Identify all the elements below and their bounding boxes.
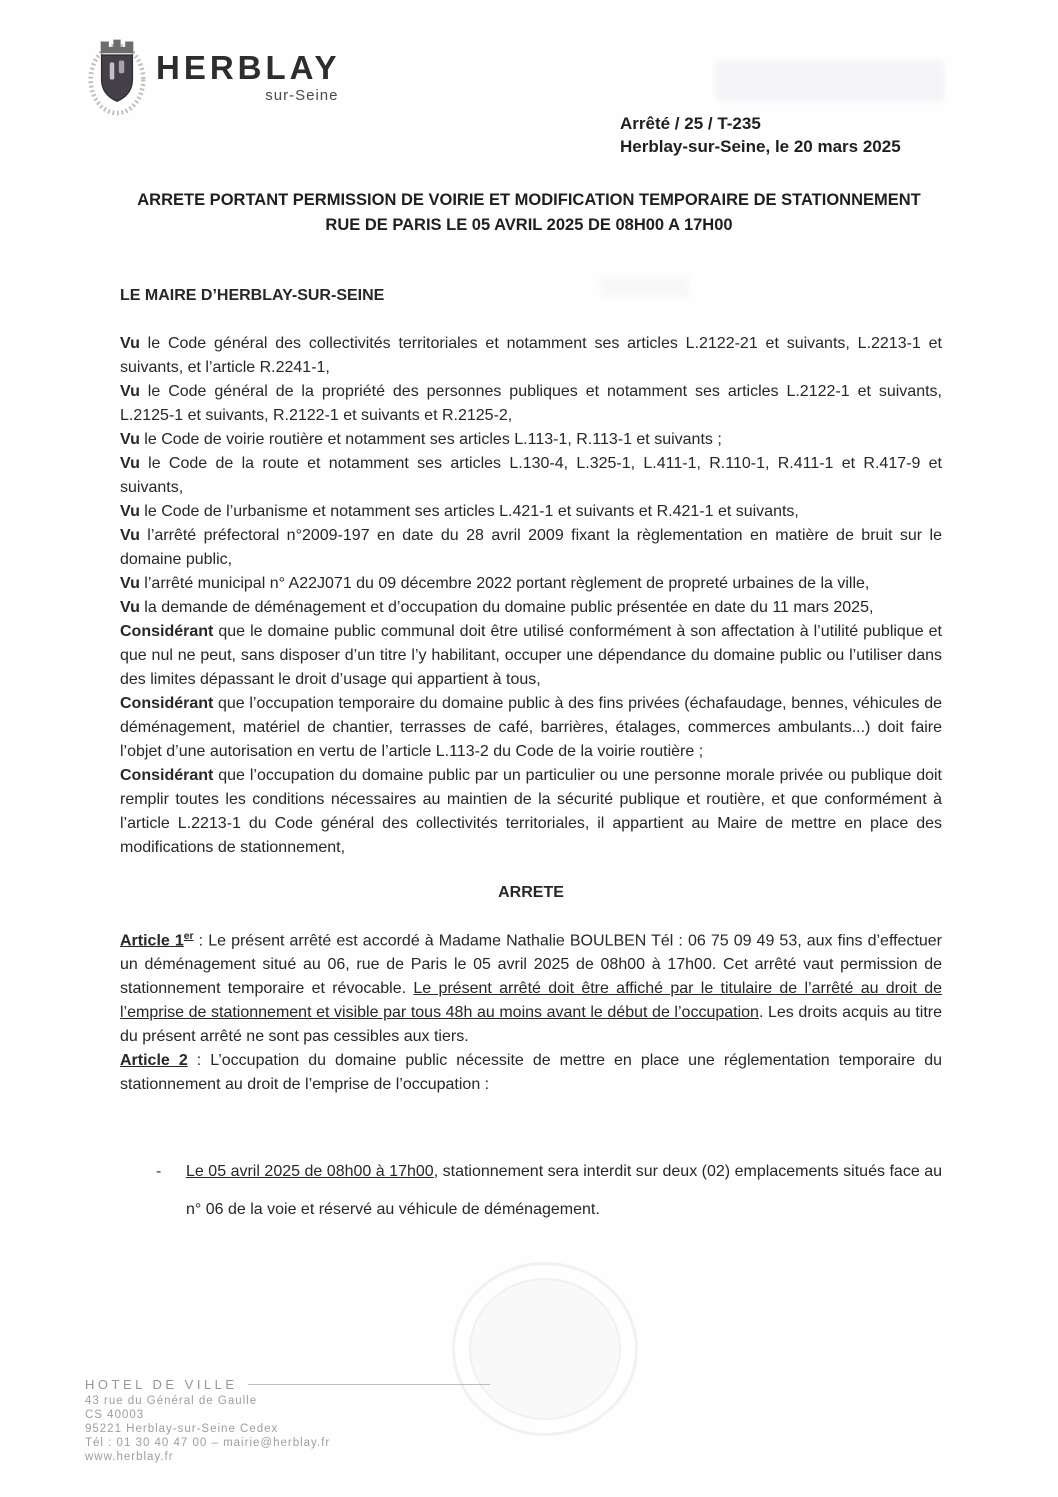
article-2: Article 2 : L’occupation du domaine public nécessite de mettre en place une réglementation temporaire du stationnement au droit de l’emprise de l’occupation : (120, 1052, 942, 1094)
recital-4: Vu le Code de la route et notamment ses articles L.130-4, L.325-1, L.411-1, R.110-1, R.411-1 et R.417-9 et suivants, (120, 455, 942, 496)
footer-hotel-de-ville: HOTEL DE VILLE (85, 1377, 238, 1392)
recital-3: Vu le Code de voirie routière et notamment ses articles L.113-1, R.113-1 et suivants ; (120, 431, 722, 448)
footer-rule (248, 1384, 490, 1385)
salutation: LE MAIRE D’HERBLAY-SUR-SEINE (120, 287, 385, 304)
scan-artifact (715, 60, 945, 102)
recital-7: Vu l’arrêté municipal n° A22J071 du 09 décembre 2022 portant règlement de propreté urbaines de la ville, (120, 575, 870, 592)
decree-heading: ARRETE (498, 884, 564, 901)
article-1: Article 1er : Le présent arrêté est accordé à Madame Nathalie BOULBEN Tél : 06 75 09 49 53, aux fins d’effectuer un déménagement situé au 06, rue de Paris le 05 avril 2025 de 08h00 à 17h00. Cet arrêté vaut permission de stationnement temporaire et révocable. Le présent arrêté doit être affiché par le titulaire de l’arrêté au droit de l’emprise de stationnement et visible par tous 48h au moins avant le début de l’occupation. Les droits acquis au titre du présent arrêté ne sont pas cessibles aux tiers. (120, 931, 943, 1046)
recital-5: Vu le Code de l’urbanisme et notamment ses articles L.421-1 et suivants et R.421-1 et suivants, (120, 503, 799, 520)
herblay-logo (88, 33, 340, 117)
reference-block (620, 112, 901, 158)
herblay-coat-of-arms-icon (88, 33, 146, 117)
recital-9: Considérant que le domaine public communal doit être utilisé conformément à son affectation à l’utilité publique et que nul ne peut, sans disposer d’un titre l’y habilitant, occuper une dépendance du domaine public ou l’utiliser dans des limites dépassant le droit d’usage qui appartient à tous, (120, 623, 942, 688)
bullet-marker: - (156, 1163, 162, 1181)
recital-8: Vu la demande de déménagement et d’occupation du domaine public présentée en date du 11 mars 2025, (120, 599, 874, 616)
document-title (0, 188, 1058, 238)
logo-text (156, 51, 340, 104)
title-line-2: RUE DE PARIS LE 05 AVRIL 2025 DE 08H00 A 17H00 (325, 216, 733, 234)
recital-2: Vu le Code général de la propriété des personnes publiques et notamment ses articles L.2122-1 et suivants, L.2125-1 et suivants, R.2122-1 et suivants et R.2125-2, (120, 383, 942, 424)
footer-address-block (85, 1378, 490, 1465)
title-line-1: ARRETE PORTANT PERMISSION DE VOIRIE ET MODIFICATION TEMPORAIRE DE STATIONNEMENT (137, 191, 921, 209)
bullet-text: Le 05 avril 2025 de 08h00 à 17h00, stationnement sera interdit sur deux (02) emplacements situés face au n° 06 de la voie et réservé au véhicule de déménagement. (186, 1163, 943, 1219)
logo-subtitle: sur-Seine (265, 87, 339, 104)
footer-website: www.herblay.fr (85, 1451, 174, 1463)
footer-title-row (85, 1378, 490, 1391)
footer-cs: CS 40003 (85, 1409, 145, 1421)
footer-tel-email: Tél : 01 30 40 47 00 – mairie@herblay.fr (85, 1437, 331, 1449)
bullet-item (120, 1153, 942, 1229)
faded-stamp-inner (469, 1278, 621, 1420)
document-body (120, 284, 942, 1229)
recital-10: Considérant que l’occupation temporaire du domaine public à des fins privées (échafaudage, bennes, véhicules de déménagement, matériel de chantier, terrasses de café, barrières, étalages, commerces ambulants...) doit faire l’objet d’une autorisation en vertu de l’article L.113-2 du Code de la voirie routière ; (120, 695, 942, 760)
footer-city: 95221 Herblay-sur-Seine Cedex (85, 1423, 279, 1435)
recital-11: Considérant que l’occupation du domaine public par un particulier ou une personne morale privée ou publique doit remplir toutes les conditions nécessaires au maintien de la sécurité publique et routière, et que conformément à l’article L.2213-1 du Code général des collectivités territoriales, il appartient au Maire de mettre en place des modifications de stationnement, (120, 767, 942, 856)
place-and-date: Herblay-sur-Seine, le 20 mars 2025 (620, 137, 901, 156)
recital-1: Vu le Code général des collectivités territoriales et notamment ses articles L.2122-21 et suivants, L.2213-1 et suivants, et l’article R.2241-1, (120, 335, 942, 376)
logo-wordmark: HERBLAY (156, 49, 341, 86)
recital-6: Vu l’arrêté préfectoral n°2009-197 en date du 28 avril 2009 fixant la règlementation en matière de bruit sur le domaine public, (120, 527, 942, 568)
footer-street: 43 rue du Général de Gaulle (85, 1395, 258, 1407)
arrete-reference: Arrêté / 25 / T-235 (620, 114, 761, 133)
